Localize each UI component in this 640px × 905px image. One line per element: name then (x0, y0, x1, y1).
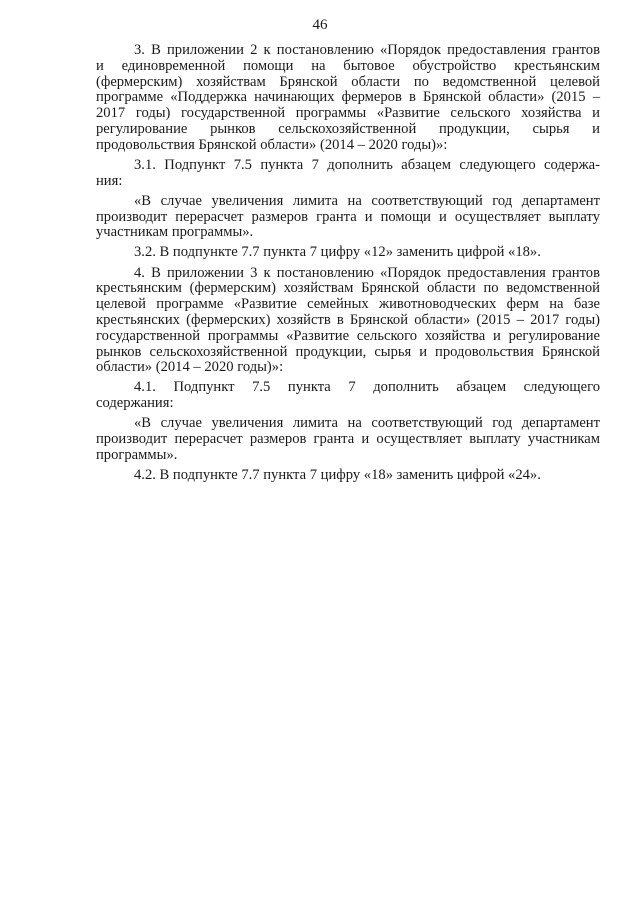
document-body (96, 43, 600, 488)
text-line: производит перерасчет размеров гранта и осуществляет выплату участникам (96, 431, 600, 448)
text-line: 3. В приложении 2 к постановлению «Порядок предоставления грантов (134, 42, 600, 58)
text-line: целевой программе «Развитие семейных животноводческих ферм на базе (96, 296, 600, 313)
paragraph-quote-4-1 (96, 416, 600, 463)
text-line: производит перерасчет размеров гранта и помощи и осуществляет выплату (96, 208, 600, 225)
paragraph-subitem-4-1 (96, 380, 600, 412)
text-line: программе «Поддержка начинающих фермеров в Брянской области» (2015 – (96, 89, 600, 106)
paragraph-subitem-3-1 (96, 158, 600, 190)
text-line: регулирование рынков сельскохозяйственной продукции, сырья и (96, 120, 600, 137)
text-line: «В случае увеличения лимита на соответствующий год департамент (134, 415, 600, 432)
paragraph-quote-3-1 (96, 194, 600, 241)
text-line: государственной программы «Развитие сельского хозяйства и регулирование (96, 327, 600, 344)
page-number: 46 (312, 17, 328, 33)
text-line: крестьянских (фермерских) хозяйств в Брянской области» (2015 – 2017 годы) (96, 311, 600, 328)
paragraph-subitem-4-2 (96, 468, 600, 484)
paragraph-subitem-3-2 (96, 245, 600, 261)
text-line: крестьянским (фермерским) хозяйствам Брянской области по ведомственной (96, 280, 600, 297)
text-line: 4.2. В подпункте 7.7 пункта 7 цифру «18» заменить цифрой «24». (134, 467, 541, 483)
text-line: (фермерским) хозяйствам Брянской области по ведомственной целевой (96, 73, 600, 90)
text-line: участникам программы». (96, 224, 254, 241)
text-line: программы». (96, 446, 178, 463)
text-line: 4. В приложении 3 к постановлению «Порядок предоставления грантов (134, 264, 600, 281)
text-line: 3.2. В подпункте 7.7 пункта 7 цифру «12» заменить цифрой «18». (134, 244, 541, 261)
paragraph-item-3 (96, 43, 600, 154)
text-line: и единовременной помощи на бытовое обустройство крестьянским (96, 57, 600, 74)
text-line: продовольствия Брянской области» (2014 – 2020 годы)»: (96, 136, 448, 153)
text-line: ния: (96, 172, 123, 189)
text-line: 3.1. Подпункт 7.5 пункта 7 дополнить абзацем следующего содержа- (134, 156, 600, 173)
text-line: «В случае увеличения лимита на соответствующий год департамент (134, 192, 600, 209)
text-line: 2017 годы) государственной программы «Развитие сельского хозяйства и (96, 105, 600, 122)
text-line: области» (2014 – 2020 годы)»: (96, 359, 284, 376)
text-line: 4.1. Подпункт 7.5 пункта 7 дополнить абзацем следующего (134, 379, 600, 396)
text-line: содержания: (96, 395, 174, 412)
text-line: рынков сельскохозяйственной продукции, сырья и продовольствия Брянской (96, 343, 600, 360)
paragraph-item-4 (96, 266, 600, 377)
